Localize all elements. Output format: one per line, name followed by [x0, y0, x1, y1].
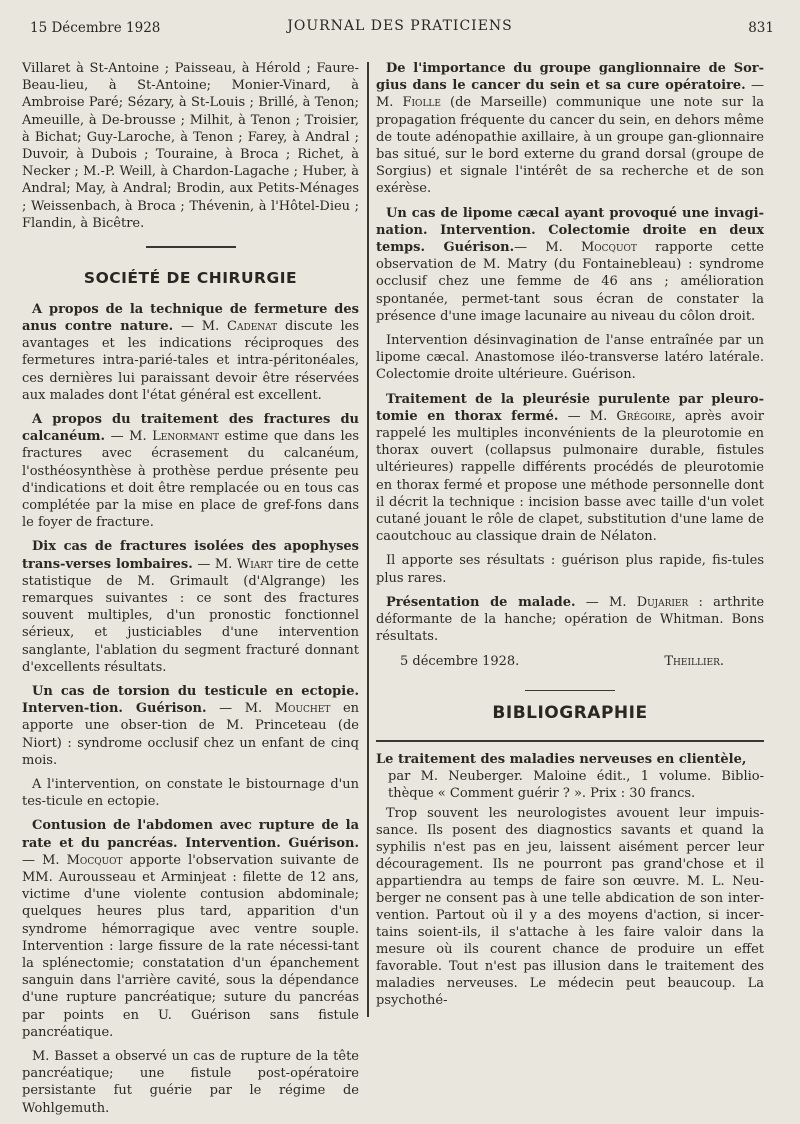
- paragraph-author: Wiart: [236, 556, 273, 572]
- paragraph-text: : arthrite déformante de la hanche; opération de Whitman. Bons résultats.: [376, 594, 765, 645]
- article-paragraph: [376, 332, 764, 384]
- article-paragraph: [376, 391, 764, 546]
- paragraph-author: Cadenat: [227, 318, 278, 334]
- paragraph-sep: — M.: [558, 408, 617, 424]
- paragraph-sep: — M.: [192, 556, 237, 572]
- article-paragraph: [22, 1048, 359, 1117]
- book-title: Le traitement des maladies nerveuses en clientèle,: [376, 751, 747, 767]
- paragraph-text: apporte l'observation suivante de MM. Aurousseau et Arminjeat : filette de 12 ans, victime d'une violente contusion abdominale; quelques heures plus tard, apparition d'un syndrome hémorragique avec ventre souple. Intervention : large fissure de la rate nécessi-tant la splénectomie; constatation d'un épanchement sanguin dans l'arrière cavité, sous la dépendance d'une rupture pancréatique; suture du pancréas par points en U. Guérison sans fistule pancréatique.: [22, 852, 359, 1040]
- article-paragraph: [22, 301, 359, 404]
- article-paragraph: [22, 411, 359, 531]
- left-column: [22, 60, 359, 1124]
- section-rule: [146, 246, 236, 248]
- paragraph-author: Mocquot: [580, 240, 637, 256]
- article-paragraph: [376, 60, 764, 198]
- hospital-list: Villaret à St-Antoine ; Paisseau, à Hérold ; Faure-Beau-lieu, à St-Antoine; Monier-Vinard, à Ambroise Paré; Sézary, à St-Louis ; Brillé, à Tenon; Ameuille, à De-brousse ; Milhit, à Tenon ; Troisier, à Bichat; Guy-Laroche, à Tenon ; Farey, à Andral ; Duvoir, à Dubois ; Touraine, à Broca ; Richet, à Necker ; M.-P. Weill, à Chardon-Lagache ; Huber, à Andral; May, à Andral; Brodin, aux Petits-Ménages ; Weissenbach, à Broca ; Thévenin, à l'Hôtel-Dieu ; Flandin, à Bicêtre.: [22, 61, 359, 231]
- paragraph-sep: — M.: [575, 594, 637, 610]
- paragraph-title: Un cas de torsion du testicule en ectopie. Interven-tion. Guérison.: [22, 684, 359, 717]
- journal-title: JOURNAL DES PRATICIENS: [287, 18, 513, 34]
- paragraph-text: (de Marseille) communique une note sur la propagation fréquente du cancer du sein, en dehors même de toute adénopathie axillaire, à un groupe gan-glionnaire bas situé, sur le bord externe du grand dorsal (groupe de Sorgius) et signale l'intérêt de sa recherche et de son exérèse.: [376, 95, 764, 197]
- article-paragraph: [376, 552, 764, 586]
- paragraph-sep: — M.: [206, 701, 275, 717]
- paragraph-sep: — M.: [514, 240, 581, 256]
- paragraph-title: Traitement de la pleurésie purulente par pleuro-tomie en thorax fermé.: [376, 391, 764, 424]
- page-header: [0, 14, 800, 38]
- section-title: SOCIÉTÉ DE CHIRURGIE: [83, 268, 298, 287]
- paragraph-author: Grégoire: [616, 408, 672, 424]
- left-paragraphs: [22, 301, 359, 1117]
- biblio-title: BIBLIOGRAPHIE: [492, 703, 648, 724]
- article-paragraph: [22, 817, 359, 1041]
- column-divider: [367, 62, 369, 1017]
- right-paragraphs: [376, 60, 764, 646]
- paragraph-text: Il apporte ses résultats : guérison plus rapide, fis-tules plus rares.: [376, 553, 764, 586]
- paragraph-author: Mocquot: [66, 852, 123, 868]
- book-meta: par M. Neuberger. Maloine édit., 1 volume. Biblio-thèque « Comment guérir ? ». Prix : 30 francs.: [388, 768, 764, 801]
- paragraph-author: Dujarier: [636, 594, 689, 610]
- paragraph-text: Intervention désinvagination de l'anse entraînée par un lipome cæcal. Anastomose iléo-transverse latéro latérale. Colectomie droite ultérieure. Guérison.: [376, 333, 764, 383]
- paragraph-title: A propos de la technique de fermeture des anus contre nature.: [22, 301, 359, 334]
- paragraph-text: A l'intervention, on constate le bistournage d'un tes-ticule en ectopie.: [22, 777, 359, 810]
- article-paragraph: [376, 205, 764, 325]
- article-paragraph: [22, 776, 359, 810]
- book-review: Trop souvent les neurologistes avouent leur impuis-sance. Ils posent des diagnostics savants et quand la syphilis n'est pas en jeu, laissent aisément percer leur découragement. Ils ne pourront pas grand'chose et il appartiendra au temps de faire son œuvre. M. L. Neu-berger ne consent pas à une telle abdication de son inter-vention. Partout où il y a des moyens d'action, si incer-tains soient-ils, il s'attache à les faire valoir dans la mesure où ils courent chance de produire un effet favorable. Tout n'est pas illusion dans le traitement des maladies nerveuses. Le médecin peut beaucoup. La psychothé-: [376, 805, 764, 1008]
- paragraph-title: Dix cas de fractures isolées des apophyses trans-verses lombaires.: [22, 539, 359, 572]
- paragraph-text: M. Basset a observé un cas de rupture de la tête pancréatique; une fistule post-opératoire persistante fut guérie par le régime de Wohlgemuth.: [22, 1049, 359, 1116]
- header-date: 15 Décembre 1928: [30, 20, 161, 36]
- paragraph-title: Contusion de l'abdomen avec rupture de la rate et du pancréas. Intervention. Guérison.: [22, 818, 359, 851]
- signature-date: 5 décembre 1928.: [400, 653, 520, 669]
- page-number: 831: [748, 20, 774, 36]
- article-paragraph: [22, 683, 359, 769]
- paragraph-title: A propos du traitement des fractures du calcanéum.: [22, 411, 359, 445]
- paragraph-text: , après avoir rappelé les multiples inconvénients de la pleurotomie en thorax ouvert (collapsus pulmonaire durable, fistules ultérieures) rappelle différents procédés de pleurotomie en thorax fermé et propose une méthode personnelle dont il décrit la technique : incision basse avec taille d'un volet cutané jouant le rôle de clapet, substitution d'une lame de caoutchouc au classique drain de Nélaton.: [376, 408, 764, 545]
- paragraph-text: rapporte cette observation de M. Matry (du Fontainebleau) : syndrome occlusif chez une femme de 46 ans ; amélioration spontanée, permet-tant sous écran de constater la présence d'une image lacunaire au niveau du côlon droit.: [376, 240, 764, 324]
- paragraph-sep: — M.: [376, 78, 764, 111]
- paragraph-author: Mouchet: [274, 701, 331, 717]
- paragraph-sep: — M.: [173, 318, 228, 334]
- paragraph-text: en apporte une obser-tion de M. Princeteau (de Niort) : syndrome occlusif chez un enfant de cinq mois.: [22, 701, 360, 768]
- signature-name: Theillier.: [664, 653, 724, 669]
- paragraph-text: estime que dans les fractures avec écrasement du calcanéum, l'osthéosynthèse à prothèse perdue présente peu d'indications et doit être remplacée ou en tous cas complétée par la mise en place de gref-fons dans le foyer de fracture.: [22, 429, 359, 531]
- paragraph-text: tire de cette statistique de M. Grimault (d'Algrange) les remarques suivantes : ce sont des fractures souvent multiples, d'un pronostic fonctionnel sérieux, et justiciables d'une intervention sanglante, l'ablation du segment fracturé donnant d'excellents résultats.: [22, 556, 359, 675]
- article-paragraph: [22, 538, 359, 676]
- paragraph-sep: — M.: [22, 852, 67, 868]
- paragraph-title: Un cas de lipome cæcal ayant provoqué une invagi-nation. Intervention. Colectomie droite en deux temps. Guérison.: [376, 205, 764, 256]
- biblio-rule: [376, 740, 764, 742]
- paragraph-text: discute les avantages et les indications réciproques des fermetures intra-parié-tales et intra-péritonéales, ces dernières lui paraissant devoir être réservées aux malades dont l'état général est excellent.: [22, 318, 359, 403]
- signature-line: [376, 653, 764, 670]
- paragraph-title: De l'importance du groupe ganglionnaire de Sor-gius dans le cancer du sein et sa cure opératoire.: [376, 61, 764, 94]
- right-column: [376, 60, 764, 1016]
- paragraph-sep: — M.: [105, 429, 153, 445]
- paragraph-title: Présentation de malade.: [386, 594, 576, 610]
- paragraph-author: Lenormant: [152, 429, 219, 445]
- section-rule: [525, 690, 615, 692]
- biblio-entry: [376, 751, 764, 1009]
- paragraph-author: Fiolle: [402, 95, 441, 111]
- article-paragraph: [376, 594, 764, 646]
